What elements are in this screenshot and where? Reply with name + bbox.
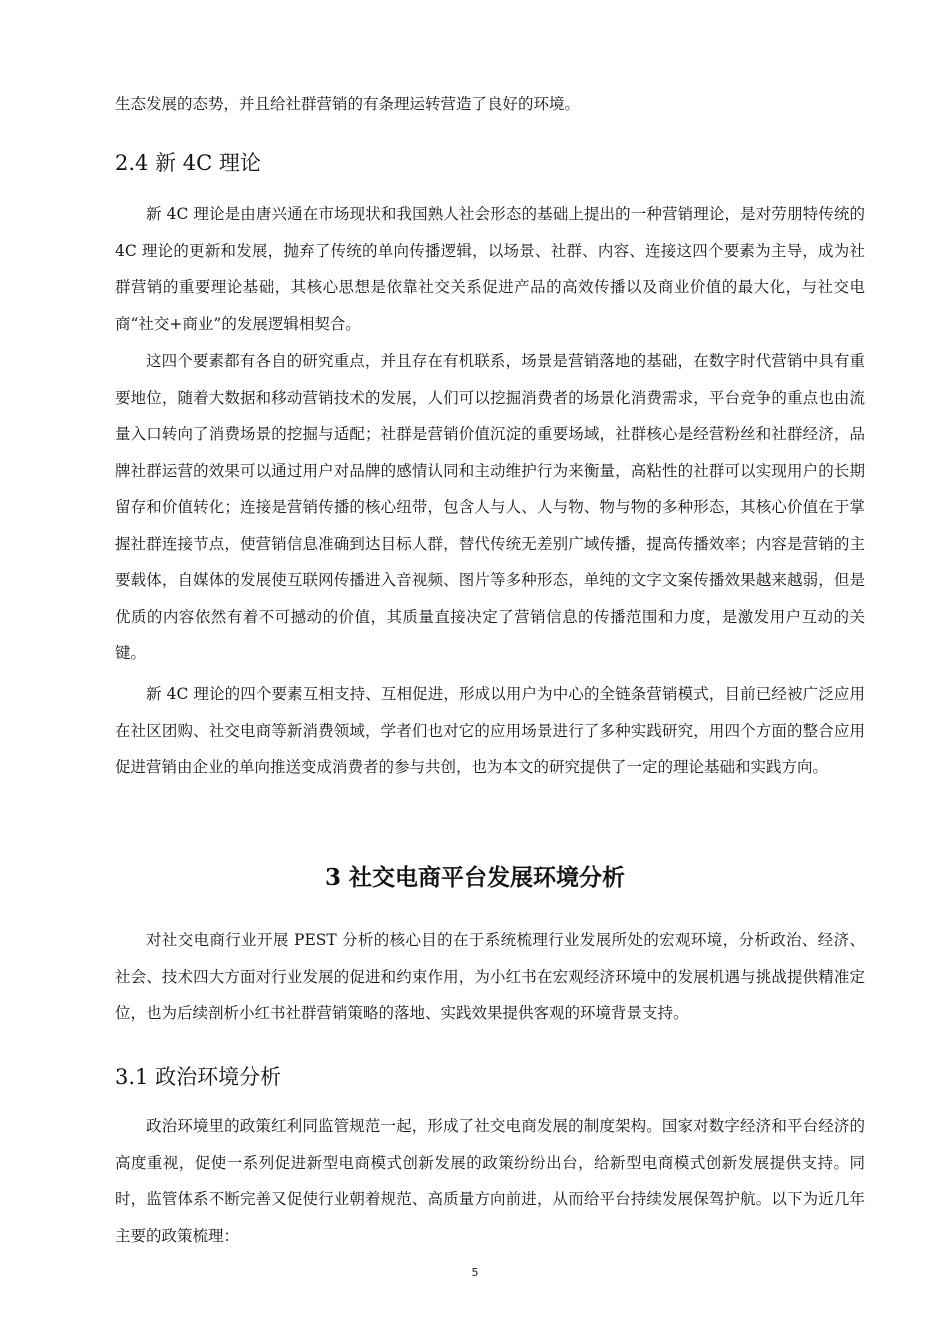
paragraph-3-1: 政治环境里的政策红利同监管规范一起，形成了社交电商发展的制度架构。国家对数字经济和平台经济的高度重视，促使一系列促进新型电商模式创新发展的政策纷纷出台，给新型电商模式创新发展提供支持。同时，监管体系不断完善又促使行业朝着规范、高质量方向前进，从而给平台持续发展保驾护航。以下为近几年主要的政策梳理： [115,1117,865,1245]
section-heading-3-1: 3.1 政治环境分析 [115,1065,282,1089]
paragraph-2-4-2: 这四个要素都有各自的研究重点，并且存在有机联系，场景是营销落地的基础，在数字时代营销中具有重要地位，随着大数据和移动营销技术的发展，人们可以挖掘消费者的场景化消费需求，平台竞争的重点也由流量入口转向了消费场景的挖掘与适配；社群是营销价值沉淀的重要场域，社群核心是经营粉丝和社群经济，品牌社群运营的效果可以通过用户对品牌的感情认同和主动维护行为来衡量，高粘性的社群可以实现用户的长期留存和价值转化；连接是营销传播的核心纽带，包含人与人、人与物、物与物的多种形态，其核心价值在于掌握社群连接节点，使营销信息准确到达目标人群，替代传统无差别广域传播，提高传播效率；内容是营销的主要载体，自媒体的发展使互联网传播进入音视频、图片等多种形态，单纯的文字文案传播效果越来越弱，但是优质的内容依然有着不可撼动的价值，其质量直接决定了营销信息的传播范围和力度，是激发用户互动的关键。 [115,352,865,662]
paragraph-chapter-3-intro: 对社交电商行业开展 PEST 分析的核心目的在于系统梳理行业发展所处的宏观环境，分析政治、经济、社会、技术四大方面对行业发展的促进和约束作用，为小红书在宏观经济环境中的发展机遇与挑战提供精准定位，也为后续剖析小红书社群营销策略的落地、实践效果提供客观的环境背景支持。 [115,931,865,1022]
chapter-heading-3: 3 社交电商平台发展环境分析 [324,864,625,891]
paragraph-continuation: 生态发展的态势，并且给社群营销的有条理运转营造了良好的环境。 [115,95,581,113]
paragraph-2-4-3: 新 4C 理论的四个要素互相支持、互相促进，形成以用户为中心的全链条营销模式，目前已经被广泛应用在社区团购、社交电商等新消费领域，学者们也对它的应用场景进行了多种实践研究，用四个方面的整合应用促进营销由企业的单向推送变成消费者的参与共创，也为本文的研究提供了一定的理论基础和实践方向。 [115,685,865,776]
paragraph-2-4-1: 新 4C 理论是由唐兴通在市场现状和我国熟人社会形态的基础上提出的一种营销理论，是对劳朋特传统的 4C 理论的更新和发展，抛弃了传统的单向传播逻辑，以场景、社群、内容、连接这四个要素为主导，成为社群营销的重要理论基础，其核心思想是依靠社交关系促进产品的高效传播以及商业价值的最大化，与社交电商“社交+商业”的发展逻辑相契合。 [115,205,865,333]
section-heading-2-4: 2.4 新 4C 理论 [115,151,261,175]
page-number: 5 [471,1266,479,1279]
